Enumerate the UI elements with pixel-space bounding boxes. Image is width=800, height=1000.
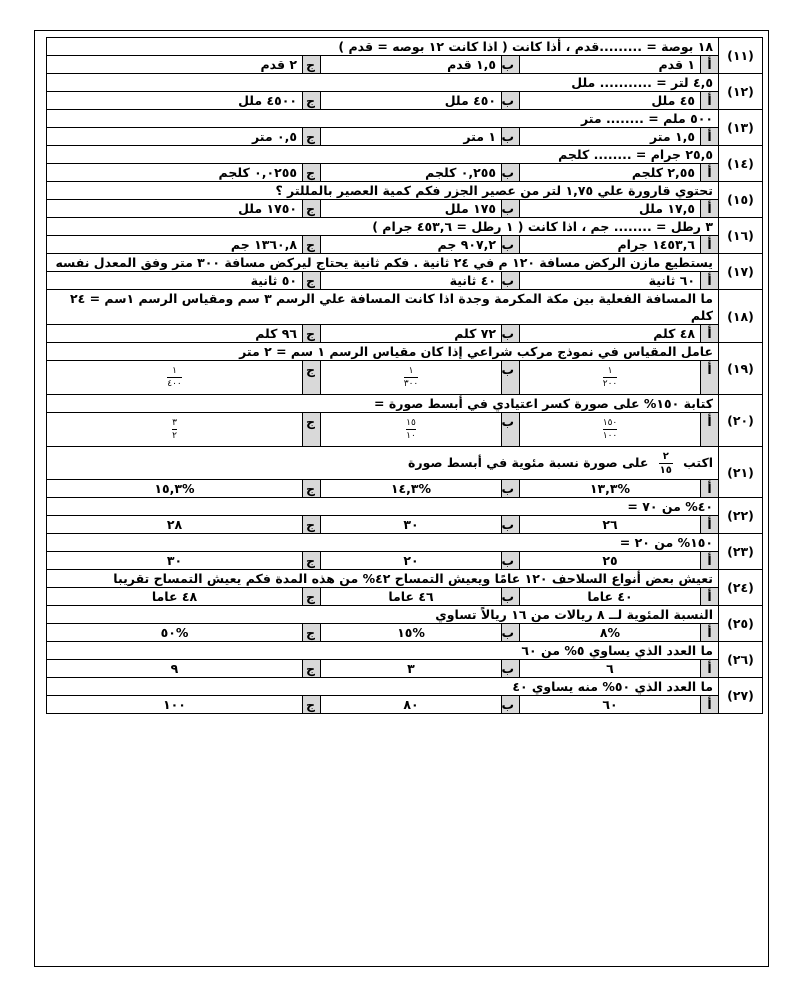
option-a[interactable]: ٤٠ عاما (520, 588, 701, 606)
options-row (47, 480, 763, 498)
question-text: ١٥٠% من ٢٠ = (47, 534, 719, 552)
option-c[interactable]: %٥٠ (47, 624, 303, 642)
question-row (47, 38, 763, 56)
option-a[interactable]: ٦٠ ثانية (520, 272, 701, 290)
option-letter-b: ب (502, 200, 520, 218)
fraction (659, 451, 673, 476)
option-letter-b: ب (502, 325, 520, 343)
option-letter-c: ج (303, 200, 321, 218)
question-number: (١٥) (719, 182, 763, 218)
option-letter-a: أ (701, 696, 719, 714)
option-letter-a: أ (701, 92, 719, 110)
option-letter-c: ج (303, 164, 321, 182)
question-text: ٤,٥ لتر = ........... ملل (47, 74, 719, 92)
question-text: عامل المقياس في نموذج مركب شراعي إذا كان مقياس الرسم ١ سم = ٢ متر (47, 343, 719, 361)
question-row (47, 395, 763, 413)
question-number: (١٦) (719, 218, 763, 254)
fraction-denominator: ٣٠٠ (403, 378, 419, 389)
question-number: (١٩) (719, 343, 763, 395)
options-row (47, 624, 763, 642)
question-row (47, 343, 763, 361)
option-c[interactable]: ٣٠ (47, 552, 303, 570)
fraction-numerator: ١ (172, 365, 177, 376)
fraction-denominator: ٢٠٠ (602, 378, 618, 389)
question-row (47, 678, 763, 696)
question-number: (٢٥) (719, 606, 763, 642)
question-number: (١٤) (719, 146, 763, 182)
question-text: ٥٠٠ ملم = ........ متر (47, 110, 719, 128)
question-text: ما العدد الذي ٥٠% منه يساوي ٤٠ (47, 678, 719, 696)
option-letter-a: أ (701, 200, 719, 218)
option-c[interactable]: ٥٠ ثانية (47, 272, 303, 290)
option-b[interactable]: ٤٥٠ ملل (321, 92, 502, 110)
option-letter-c: ج (303, 660, 321, 678)
option-a[interactable]: ١ قدم (520, 56, 701, 74)
option-letter-c: ج (303, 480, 321, 498)
option-letter-a: أ (701, 516, 719, 534)
option-letter-b: ب (502, 128, 520, 146)
option-c[interactable]: ٩٦ كلم (47, 325, 303, 343)
option-b[interactable]: ٣٠ (321, 516, 502, 534)
question-text: ٤٠% من ٧٠ = (47, 498, 719, 516)
option-b[interactable]: %١٥ (321, 624, 502, 642)
question-number: (٢٠) (719, 395, 763, 447)
question-number: (٢٧) (719, 678, 763, 714)
option-letter-b: ب (502, 624, 520, 642)
question-number: (١٣) (719, 110, 763, 146)
question-row (47, 74, 763, 92)
option-b[interactable]: ٩٠٧,٢ جم (321, 236, 502, 254)
option-letter-a: أ (701, 164, 719, 182)
option-letter-a: أ (701, 624, 719, 642)
options-row (47, 588, 763, 606)
fraction-denominator: ٢ (172, 430, 177, 441)
question-text: ٢٥,٥ جرام = ........ كلجم (47, 146, 719, 164)
option-b[interactable]: ٧٢ كلم (321, 325, 502, 343)
fraction-numerator: ١٥٠ (602, 417, 618, 428)
option-letter-a: أ (701, 361, 719, 395)
option-letter-b: ب (502, 361, 520, 395)
fraction-denominator: ١٠٠ (602, 430, 618, 441)
fraction-numerator: ٣ (172, 417, 177, 428)
option-letter-c: ج (303, 272, 321, 290)
option-letter-a: أ (701, 272, 719, 290)
option-c[interactable]: ٩ (47, 660, 303, 678)
option-c[interactable]: ٠,٥ متر (47, 128, 303, 146)
option-letter-c: ج (303, 128, 321, 146)
options-row (47, 128, 763, 146)
question-text: النسبة المئوية لــ ٨ ريالات من ١٦ ريالاً تساوي (47, 606, 719, 624)
question-text: ٣ رطل = ........ جم ، اذا كانت ( ١ رطل = ٤٥٣,٦ جرام ) (47, 218, 719, 236)
question-text: يستطيع مازن الركض مسافة ١٢٠ م في ٢٤ ثانية . فكم ثانية يحتاج ليركض مسافة ٣٠٠ متر وفق المعدل نفسه (47, 254, 719, 272)
option-letter-c: ج (303, 552, 321, 570)
question-row (47, 498, 763, 516)
option-a[interactable]: ٦ (520, 660, 701, 678)
option-a[interactable] (520, 361, 701, 395)
fraction-numerator: ٢ (662, 450, 669, 462)
question-number: (٢٦) (719, 642, 763, 678)
option-c[interactable]: ٤٨ عاما (47, 588, 303, 606)
option-c[interactable] (47, 413, 303, 447)
option-letter-c: ج (303, 56, 321, 74)
option-letter-b: ب (502, 164, 520, 182)
option-b[interactable]: ٤٦ عاما (321, 588, 502, 606)
option-letter-b: ب (502, 516, 520, 534)
option-letter-c: ج (303, 92, 321, 110)
fraction (406, 418, 416, 441)
question-row (47, 606, 763, 624)
fraction-numerator: ١٥ (406, 417, 416, 428)
option-c[interactable]: ٤٥٠٠ ملل (47, 92, 303, 110)
option-letter-b: ب (502, 660, 520, 678)
option-c[interactable]: ٢ قدم (47, 56, 303, 74)
fraction-denominator: ١٠ (406, 430, 416, 441)
question-number: (٢٤) (719, 570, 763, 606)
option-a[interactable]: %٨ (520, 624, 701, 642)
question-row (47, 146, 763, 164)
fraction-numerator: ١ (607, 365, 613, 376)
option-letter-c: ج (303, 325, 321, 343)
option-letter-a: أ (701, 56, 719, 74)
question-row (47, 218, 763, 236)
fraction-numerator: ١ (408, 365, 414, 376)
option-a[interactable]: ٢,٥٥ كلجم (520, 164, 701, 182)
option-letter-a: أ (701, 325, 719, 343)
option-b[interactable] (321, 361, 502, 395)
question-text-pre: اكتب (683, 454, 713, 470)
question-row (47, 642, 763, 660)
options-row (47, 696, 763, 714)
question-row (47, 290, 763, 325)
option-a[interactable]: ٢٦ (520, 516, 701, 534)
option-letter-c: ج (303, 516, 321, 534)
option-letter-a: أ (701, 660, 719, 678)
options-row (47, 164, 763, 182)
question-row (47, 447, 763, 480)
question-number: (٢٢) (719, 498, 763, 534)
question-text: تعيش بعض أنواع السلاحف ١٢٠ عامًا ويعيش التمساح ٤٢% من هذه المدة فكم يعيش التمساح تقريبا (47, 570, 719, 588)
options-row (47, 361, 763, 395)
option-b[interactable]: ٢٠ (321, 552, 502, 570)
option-letter-a: أ (701, 552, 719, 570)
options-row (47, 272, 763, 290)
option-letter-c: ج (303, 588, 321, 606)
question-row (47, 534, 763, 552)
question-number: (٢٣) (719, 534, 763, 570)
option-letter-b: ب (502, 413, 520, 447)
option-b[interactable]: ١,٥ قدم (321, 56, 502, 74)
question-row (47, 110, 763, 128)
option-a[interactable]: ٢٥ (520, 552, 701, 570)
option-b[interactable]: ٤٠ ثانية (321, 272, 502, 290)
option-letter-c: ج (303, 236, 321, 254)
question-row (47, 254, 763, 272)
question-row (47, 182, 763, 200)
question-text: كتابة ١٥٠% على صورة كسر اعتيادي في أبسط صورة = (47, 395, 719, 413)
fraction-denominator: ١٥ (659, 464, 672, 476)
option-letter-b: ب (502, 272, 520, 290)
fraction (172, 418, 177, 441)
option-c[interactable]: ٠,٠٢٥٥ كلجم (47, 164, 303, 182)
option-letter-b: ب (502, 588, 520, 606)
question-text: ١٨ بوصة = .........قدم ، أذا كانت ( اذا كانت ١٢ بوصه = قدم ) (47, 38, 719, 56)
option-c[interactable] (47, 361, 303, 395)
option-letter-a: أ (701, 588, 719, 606)
option-a[interactable]: ٤٥ ملل (520, 92, 701, 110)
option-a[interactable]: ١,٥ متر (520, 128, 701, 146)
option-letter-b: ب (502, 696, 520, 714)
option-a[interactable]: ٤٨ كلم (520, 325, 701, 343)
options-row (47, 552, 763, 570)
question-text (47, 447, 719, 480)
option-a[interactable]: ١٤٥٣,٦ جرام (520, 236, 701, 254)
option-b[interactable]: ١٧٥ ملل (321, 200, 502, 218)
option-letter-b: ب (502, 480, 520, 498)
option-letter-c: ج (303, 696, 321, 714)
question-row (47, 570, 763, 588)
option-c[interactable]: ١٣٦٠,٨ جم (47, 236, 303, 254)
option-c[interactable]: ١٧٥٠ ملل (47, 200, 303, 218)
option-a[interactable]: %١٣,٣ (520, 480, 701, 498)
options-row (47, 413, 763, 447)
question-text: ما العدد الذي يساوي ٥% من ٦٠ (47, 642, 719, 660)
options-row (47, 325, 763, 343)
question-number: (١٧) (719, 254, 763, 290)
option-letter-b: ب (502, 552, 520, 570)
question-text: تحتوي قارورة علي ١,٧٥ لتر من عصير الجزر فكم كمية العصير بالمللتر ؟ (47, 182, 719, 200)
option-letter-c: ج (303, 413, 321, 447)
fraction (167, 366, 182, 389)
fraction-denominator: ٤٠٠ (167, 378, 182, 389)
exam-table (46, 37, 763, 714)
option-letter-a: أ (701, 413, 719, 447)
option-letter-b: ب (502, 56, 520, 74)
options-row (47, 516, 763, 534)
option-letter-b: ب (502, 236, 520, 254)
options-row (47, 92, 763, 110)
option-b[interactable]: ١ متر (321, 128, 502, 146)
question-number: (٢١) (719, 447, 763, 498)
fraction (404, 366, 419, 389)
option-b[interactable]: %١٤,٣ (321, 480, 502, 498)
option-b[interactable]: ٨٠ (321, 696, 502, 714)
option-c[interactable]: ٢٨ (47, 516, 303, 534)
question-number: (١٢) (719, 74, 763, 110)
question-number: (١٨) (719, 290, 763, 343)
option-letter-a: أ (701, 480, 719, 498)
option-letter-a: أ (701, 128, 719, 146)
option-a[interactable]: ٦٠ (520, 696, 701, 714)
question-text: ما المسافة الفعلية بين مكة المكرمة وجدة اذا كانت المسافة علي الرسم ٣ سم ومقياس الرسم ١سم = ٢٤ كلم (47, 290, 719, 325)
options-row (47, 200, 763, 218)
question-number: (١١) (719, 38, 763, 74)
question-text-post: على صورة نسبة مئوية في أبسط صورة (408, 454, 649, 470)
option-a[interactable] (520, 413, 701, 447)
option-b[interactable] (321, 413, 502, 447)
fraction (603, 366, 618, 389)
option-c[interactable]: ١٠٠ (47, 696, 303, 714)
options-row (47, 56, 763, 74)
options-row (47, 660, 763, 678)
options-row (47, 236, 763, 254)
option-b[interactable]: ٠,٢٥٥ كلجم (321, 164, 502, 182)
option-b[interactable]: ٣ (321, 660, 502, 678)
option-a[interactable]: ١٧,٥ ملل (520, 200, 701, 218)
option-letter-c: ج (303, 624, 321, 642)
option-letter-b: ب (502, 92, 520, 110)
option-c[interactable]: %١٥,٣ (47, 480, 303, 498)
option-letter-a: أ (701, 236, 719, 254)
fraction (603, 418, 618, 441)
option-letter-c: ج (303, 361, 321, 395)
